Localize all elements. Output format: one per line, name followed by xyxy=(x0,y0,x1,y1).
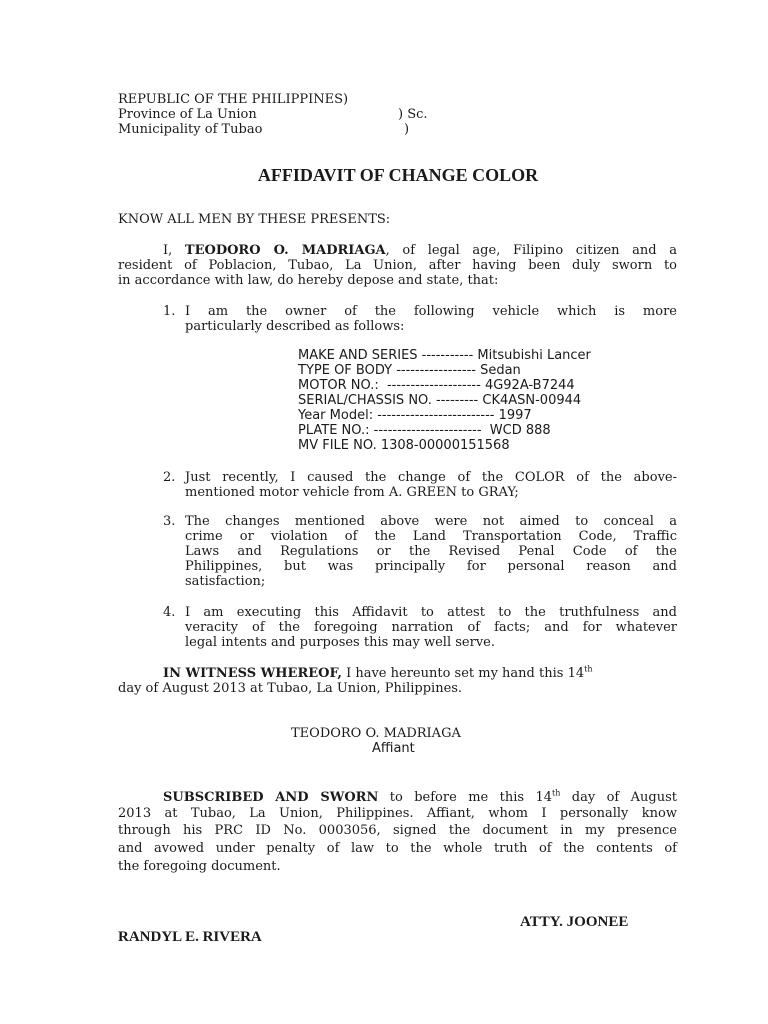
intro-line-2: resident of Poblacion, Tubao, La Union, after having been duly sworn to xyxy=(118,258,677,273)
document-title: AFFIDAVIT OF CHANGE COLOR xyxy=(257,165,539,185)
item-4-line-3: legal intents and purposes this may well serve. xyxy=(185,635,495,650)
item-2-line-2: mentioned motor vehicle from A. GREEN to GRAY; xyxy=(185,485,519,500)
vehicle-year: Year Model: ------------------------- 1997 xyxy=(298,408,532,423)
affiant-role: Affiant xyxy=(372,741,415,756)
item-2-number: 2. xyxy=(163,470,176,485)
item-4-line-2: veracity of the foregoing narration of facts; and for whatever xyxy=(185,620,677,635)
item-4-number: 4. xyxy=(163,605,176,620)
affiant-signature-name: TEODORO O. MADRIAGA xyxy=(291,726,461,741)
header-municipality-bracket: ) xyxy=(404,122,410,137)
intro-line-1: I, TEODORO O. MADRIAGA, of legal age, Filipino citizen and a xyxy=(163,243,678,258)
salutation: KNOW ALL MEN BY THESE PRESENTS: xyxy=(118,212,391,227)
vehicle-mv-file: MV FILE NO. 1308-00000151568 xyxy=(298,438,510,453)
vehicle-chassis: SERIAL/CHASSIS NO. --------- CK4ASN-00944 xyxy=(298,393,582,408)
header-province: Province of La Union xyxy=(118,107,257,122)
jurat-lead-bold: SUBSCRIBED AND SWORN xyxy=(163,790,379,805)
item-1-number: 1. xyxy=(163,304,176,319)
witness-line-2: day of August 2013 at Tubao, La Union, Philippines. xyxy=(118,681,463,696)
jurat-line-1: SUBSCRIBED AND SWORN to before me this 14th day of August xyxy=(163,788,678,805)
item-3-line-3: Laws and Regulations or the Revised Penal Code of the xyxy=(185,544,677,559)
notary-name: ATTY. JOONEE xyxy=(520,914,629,930)
item-4-line-1: I am executing this Affidavit to attest to the truthfulness and xyxy=(185,605,677,620)
item-3-number: 3. xyxy=(163,514,176,529)
vehicle-body: TYPE OF BODY ----------------- Sedan xyxy=(298,363,521,378)
vehicle-make: MAKE AND SERIES ----------- Mitsubishi Lancer xyxy=(298,348,591,363)
witness-name-left: RANDYL E. RIVERA xyxy=(118,929,262,945)
affiant-name-bold: TEODORO O. MADRIAGA xyxy=(184,243,386,258)
vehicle-motor: MOTOR NO.: -------------------- 4G92A-B7244 xyxy=(298,378,575,393)
intro-line-3: in accordance with law, do hereby depose and state, that: xyxy=(118,273,499,288)
jurat-line-2: 2013 at Tubao, La Union, Philippines. Affiant, whom I personally know xyxy=(118,806,677,821)
item-3-line-4: Philippines, but was principally for personal reason and xyxy=(185,559,677,574)
header-province-bracket: ) Sc. xyxy=(398,107,428,122)
item-3-line-1: The changes mentioned above were not aimed to conceal a xyxy=(185,514,677,529)
jurat-line-5: the foregoing document. xyxy=(118,859,281,874)
jurat-superscript: th xyxy=(552,788,561,798)
item-1-line-2: particularly described as follows: xyxy=(185,319,405,334)
jurat-line-4: and avowed under penalty of law to the whole truth of the contents of xyxy=(118,841,677,856)
witness-line-1: IN WITNESS WHEREOF, I have hereunto set my hand this 14th xyxy=(163,664,593,681)
item-3-line-2: crime or violation of the Land Transportation Code, Traffic xyxy=(185,529,677,544)
vehicle-plate: PLATE NO.: ----------------------- WCD 888 xyxy=(298,423,551,438)
header-municipality: Municipality of Tubao xyxy=(118,122,263,137)
header-republic: REPUBLIC OF THE PHILIPPINES) xyxy=(118,92,349,107)
item-2-line-1: Just recently, I caused the change of the COLOR of the above- xyxy=(185,470,677,485)
item-3-line-5: satisfaction; xyxy=(185,574,266,589)
witness-superscript: th xyxy=(584,664,593,674)
item-1-line-1: I am the owner of the following vehicle which is more xyxy=(185,304,677,319)
jurat-line-3: through his PRC ID No. 0003056, signed the document in my presence xyxy=(118,823,677,838)
witness-lead-bold: IN WITNESS WHEREOF, xyxy=(163,666,342,681)
